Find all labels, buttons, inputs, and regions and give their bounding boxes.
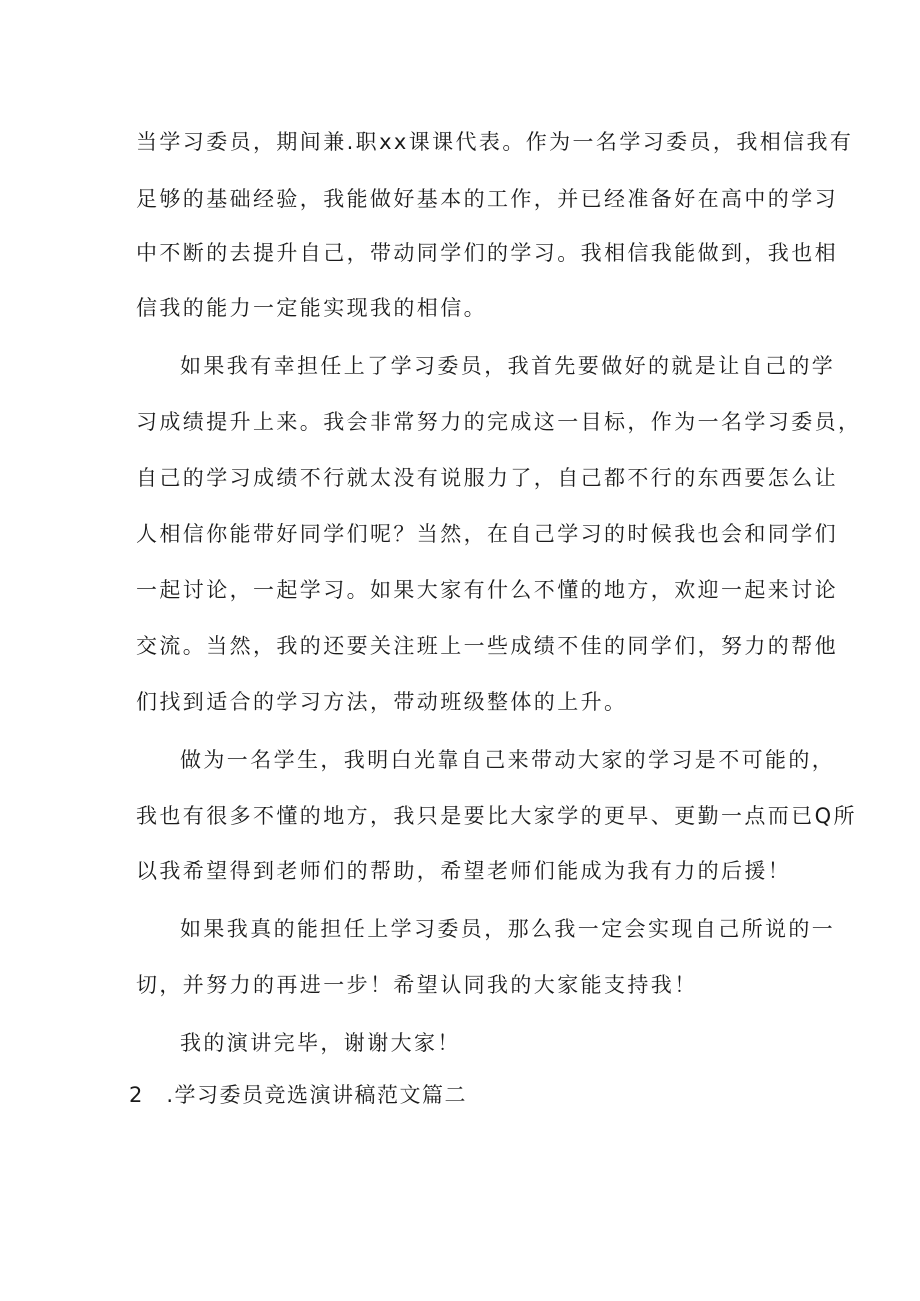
paragraph-4-line-1: 如果我真的能担任上学习委员，那么我一定会实现自己所说的一 <box>180 917 836 941</box>
paragraph-2-line-6: 交流。当然，我的还要关注班上一些成绩不佳的同学们，努力的帮他 <box>136 634 838 658</box>
paragraph-2-line-7: 们找到适合的学习方法，带动班级整体的上升。 <box>136 690 628 714</box>
paragraph-1-line-2: 足够的基础经验，我能做好基本的工作，并已经准备好在高中的学习 <box>136 187 838 211</box>
paragraph-5-line-1: 我的演讲完毕，谢谢大家！ <box>180 1031 461 1055</box>
paragraph-1-line-3: 中不断的去提升自己，带动同学们的学习。我相信我能做到，我也相 <box>136 241 838 265</box>
paragraph-3-line-1: 做为一名学生，我明白光靠自己来带动大家的学习是不可能的， <box>180 748 836 772</box>
paragraph-2-line-3: 自己的学习成绩不行就太没有说服力了，自己都不行的东西要怎么让 <box>136 466 838 490</box>
paragraph-3-line-2: 我也有很多不懂的地方，我只是要比大家学的更早、更勤一点而已Q所 <box>136 804 857 828</box>
section-heading: 2 .学习委员竞选演讲稿范文篇二 <box>129 1083 468 1107</box>
paragraph-2-line-2: 习成绩提升上来。我会非常努力的完成这一目标，作为一名学习委员， <box>136 410 862 434</box>
paragraph-1-line-1: 当学习委员，期间兼.职xx课课代表。作为一名学习委员，我相信我有 <box>136 130 854 154</box>
paragraph-1-line-4: 信我的能力一定能实现我的相信。 <box>136 296 487 320</box>
paragraph-3-line-3: 以我希望得到老师们的帮助，希望老师们能成为我有力的后援！ <box>136 859 792 883</box>
paragraph-4-line-2: 切，并努力的再进一步！希望认同我的大家能支持我！ <box>136 973 698 997</box>
paragraph-2-line-1: 如果我有幸担任上了学习委员，我首先要做好的就是让自己的学 <box>180 354 836 378</box>
paragraph-2-line-5: 一起讨论，一起学习。如果大家有什么不懂的地方，欢迎一起来讨论 <box>136 578 838 602</box>
paragraph-2-line-4: 人相信你能带好同学们呢？当然，在自己学习的时候我也会和同学们 <box>136 522 838 546</box>
